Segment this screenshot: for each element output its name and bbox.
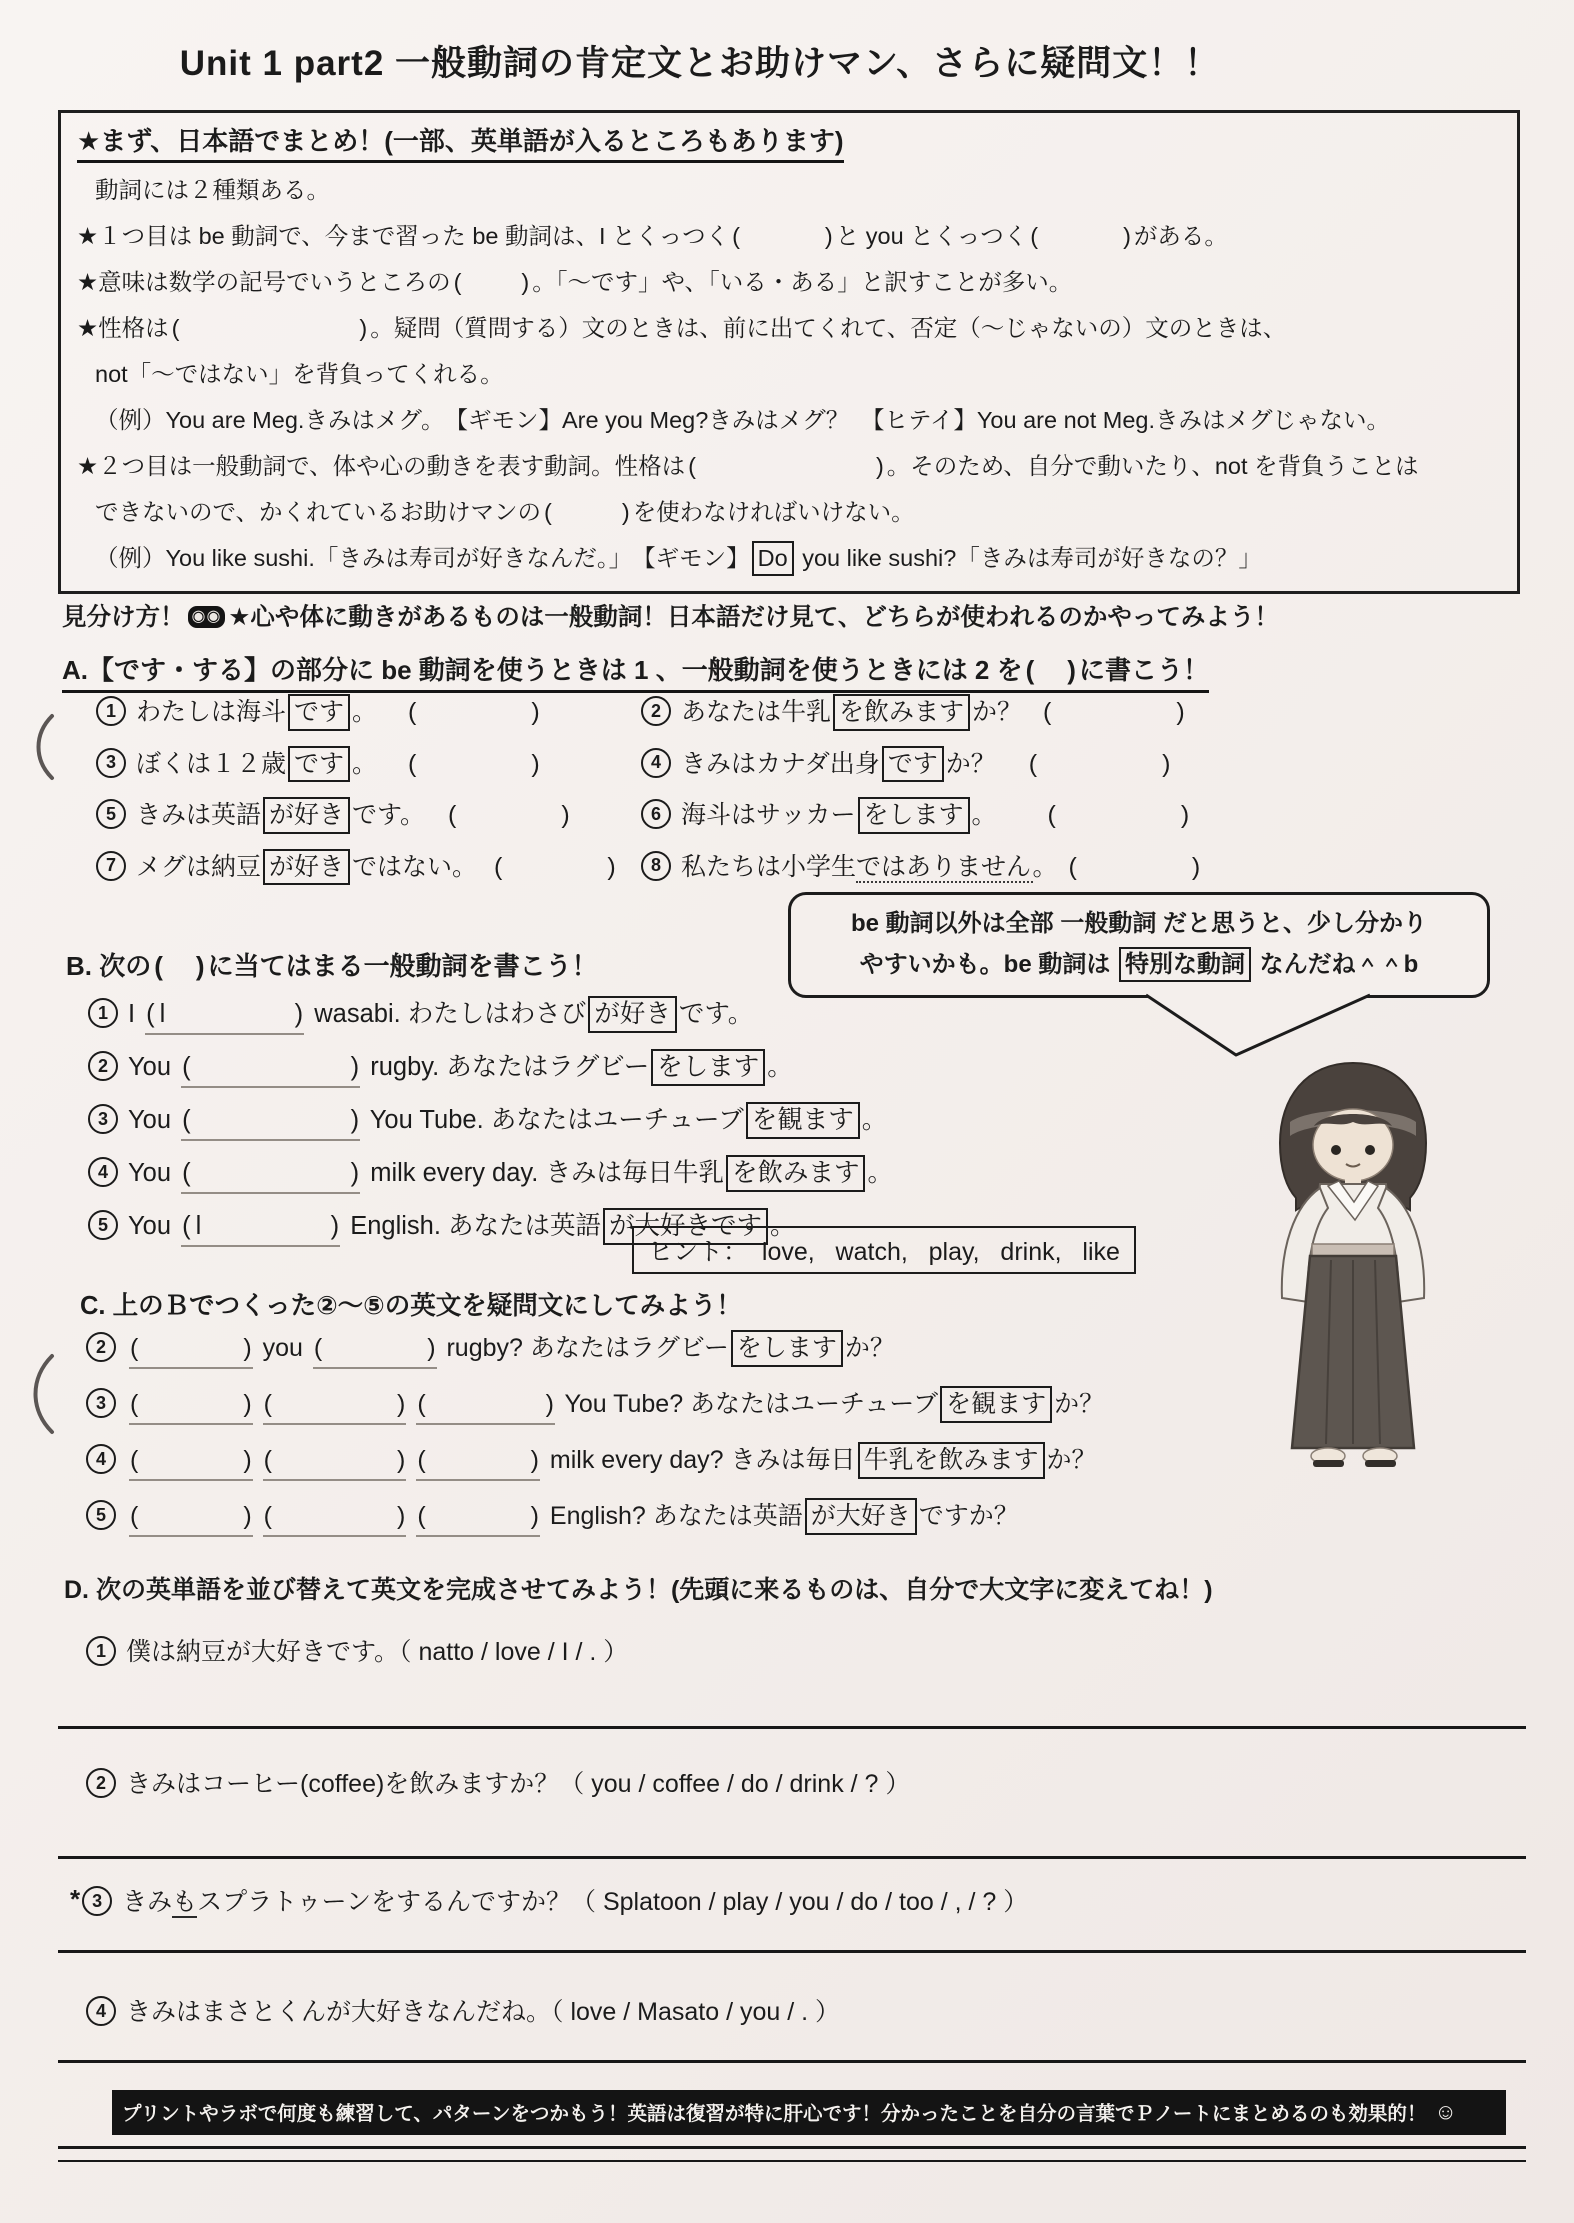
- a-item-4: [641, 746, 1506, 783]
- section-d-header: D. 次の英単語を並び替えて英文を完成させてみよう！(先頭に来るものは、自分で大文字に変えてね！): [64, 1576, 1213, 1604]
- bottom-rule-1: [58, 2146, 1526, 2149]
- b-item-2: [88, 1049, 893, 1088]
- item-text: ( ) ( ) ( ) You Tube? あなたはユーチューブ を観ます か？: [126, 1386, 1104, 1425]
- item-number: 4: [88, 1157, 118, 1187]
- item-text: わたしは海斗 です 。 ( ): [136, 694, 543, 731]
- summary-line: ★２つ目は一般動詞で、体や心の動きを表す動詞。性格は ( ) 。そのため、自分で動いたり、not を背負うことは: [77, 453, 1419, 479]
- page-title: Unit 1 part2 一般動詞の肯定文とお助けマン、さらに疑問文！！: [179, 44, 1221, 83]
- eyes-icon: ◉◉: [188, 606, 226, 628]
- item-number: 2: [86, 1332, 116, 1362]
- item-number: 3: [88, 1104, 118, 1134]
- summary-box: [58, 110, 1520, 594]
- summary-line: ★性格は ( ) 。疑問（質問する）文のときは、前に出てくれて、否定（〜じゃないの）文のときは、: [77, 315, 1287, 341]
- item-number: 1: [96, 696, 126, 726]
- item-number: 5: [96, 799, 126, 829]
- a-item-6: [641, 797, 1506, 834]
- item-text: ( ) ( ) ( ) milk every day? きみは毎日 牛乳を飲みます か？: [126, 1442, 1097, 1481]
- section-c-header: C. 上のＢでつくった②〜⑤の英文を疑問文にしてみよう！: [80, 1292, 742, 1320]
- a-item-7: [96, 849, 641, 886]
- item-text: You ( ) milk every day. きみは毎日牛乳 を飲みます 。: [128, 1155, 893, 1194]
- item-text: 僕は納豆が大好きです。（ natto / love / I / . ）: [126, 1638, 629, 1666]
- pen-mark: [26, 712, 60, 782]
- item-text: ( ) ( ) ( ) English? あなたは英語 が大好き ですか？: [126, 1498, 1019, 1537]
- c-item-3: [86, 1386, 1104, 1425]
- summary-line: できないので、かくれているお助けマンの ( ) を使わなければいけない。: [95, 499, 915, 525]
- c-item-5: [86, 1498, 1104, 1537]
- section-a-header: A.【です・する】の部分に be 動詞を使うときは 1 、一般動詞を使うときには 2 を ( ) に書こう！: [62, 650, 1209, 693]
- hint-box: ヒント： love, watch, play, drink, like: [632, 1226, 1136, 1274]
- section-a-items: [96, 694, 1506, 885]
- item-text: 海斗はサッカー をします 。 ( ): [681, 797, 1192, 834]
- item-number: 7: [96, 851, 126, 881]
- item-number: 1: [88, 998, 118, 1028]
- a-item-2: [641, 694, 1506, 731]
- d-item-4: [86, 1994, 840, 2030]
- summary-line: 動詞には２種類ある。: [95, 177, 330, 203]
- summary-line: （例）You like sushi.「きみは寿司が好きなんだ。」 【ギモン】 Do you like sushi?「きみは寿司が好きなの？」: [77, 535, 1501, 581]
- item-number: 3: [96, 748, 126, 778]
- item-text: きみもスプラトゥーンをするんですか？（ Splatoon / play / you / do / too / , / ? ）: [122, 1888, 1029, 1916]
- item-number: 3: [86, 1388, 116, 1418]
- b-item-1: [88, 996, 893, 1035]
- item-number: 3: [82, 1886, 112, 1916]
- answer-line-3: [58, 1950, 1526, 1953]
- a-item-5: [96, 797, 641, 834]
- c-item-4: [86, 1442, 1104, 1481]
- bottom-rule-2: [58, 2160, 1526, 2162]
- discriminator-pre: 見分け方！: [62, 604, 185, 631]
- item-text: きみはまさとくんが大好きなんだね。（ love / Masato / you / . ）: [126, 1998, 841, 2026]
- item-text: ぼくは１２歳 です 。 ( ): [136, 746, 543, 783]
- d-item-1: [86, 1634, 628, 1670]
- miko-girl-illustration: [1228, 1048, 1478, 1493]
- a-item-1: [96, 694, 641, 731]
- item-number: 6: [641, 799, 671, 829]
- speech-bubble: [788, 892, 1490, 998]
- smiley-icon: ☺: [1434, 2099, 1457, 2124]
- item-number: 4: [86, 1444, 116, 1474]
- summary-line: ★意味は数学の記号でいうところの ( ) 。「〜です」や、「いる・ある」と訳すことが多い。: [77, 269, 1073, 295]
- d-item-3: [70, 1884, 1029, 1920]
- answer-line-4: [58, 2060, 1526, 2063]
- b-item-4: [88, 1155, 893, 1194]
- item-text: You ( ) You Tube. あなたはユーチューブ を観ます 。: [128, 1102, 887, 1141]
- answer-line-1: [58, 1726, 1526, 1729]
- bubble-line: be 動詞以外は全部 一般動詞 だと思うと、少し分かり: [850, 910, 1427, 937]
- item-number: 5: [86, 1500, 116, 1530]
- item-text: I ( l ) wasabi. わたしはわさび が好き です。: [128, 996, 753, 1035]
- a-item-3: [96, 746, 641, 783]
- item-text: You ( ) rugby. あなたはラグビー をします 。: [128, 1049, 793, 1088]
- discriminator-post: ★心や体に動きがあるものは一般動詞！日本語だけ見て、どちらが使われるのかやってみよう！: [228, 604, 1279, 631]
- item-text: メグは納豆 が好き ではない。 ( ): [136, 849, 619, 886]
- item-number: 2: [88, 1051, 118, 1081]
- summary-line: （例）You are Meg.きみはメグ。 【ギモン】Are you Meg?きみはメグ？ 【ヒテイ】You are not Meg.きみはメグじゃない。: [95, 407, 1391, 433]
- asterisk-mark: *: [70, 1884, 81, 1914]
- item-text: あなたは牛乳 を飲みます か？ ( ): [681, 694, 1188, 731]
- b-item-3: [88, 1102, 893, 1141]
- item-number: 4: [641, 748, 671, 778]
- summary-line: not「〜ではない」を背負ってくれる。: [95, 361, 504, 387]
- item-number: 5: [88, 1210, 118, 1240]
- bubble-line: やすいかも。be 動詞は 特別な動詞 なんだね＾＾b: [805, 944, 1473, 985]
- section-b-items: [88, 996, 893, 1261]
- item-text: You ( l ) English. あなたは英語 が大好きです 。: [128, 1208, 796, 1247]
- item-number: 8: [641, 851, 671, 881]
- item-text: きみは英語 が好き です。 ( ): [136, 797, 573, 834]
- item-text: 私たちは小学生ではありません。 ( ): [681, 852, 1201, 881]
- item-number: 2: [641, 696, 671, 726]
- item-text: きみはカナダ出身 です か？ ( ): [681, 746, 1173, 783]
- discriminator-note: [62, 598, 1279, 633]
- item-text: ( ) you ( ) rugby? あなたはラグビー をします か？: [126, 1330, 895, 1369]
- d-item-2: [86, 1766, 910, 1802]
- item-text: きみはコーヒー(coffee)を飲みますか？（ you / coffee / do / drink / ? ）: [126, 1770, 911, 1798]
- a-item-8: [641, 849, 1506, 886]
- summary-line: ★１つ目は be 動詞で、今まで習った be 動詞は、I とくっつく ( ) と you とくっつく ( ) がある。: [77, 223, 1228, 249]
- item-number: 1: [86, 1636, 116, 1666]
- c-item-2: [86, 1330, 1104, 1369]
- item-number: 4: [86, 1996, 116, 2026]
- pen-mark: [22, 1352, 60, 1436]
- summary-header: ★まず、日本語でまとめ！(一部、英単語が入るところもあります): [77, 121, 844, 163]
- answer-line-2: [58, 1856, 1526, 1859]
- footer-text: プリントやラボで何度も練習して、パターンをつかもう！英語は復習が特に肝心です！分かったことを自分の言葉でＰノートにまとめるのも効果的！: [122, 2103, 1427, 2125]
- section-b-header: B. 次の ( ) に当てはまる一般動詞を書こう！: [66, 951, 598, 981]
- footer-banner: [112, 2090, 1506, 2135]
- section-c-items: [86, 1330, 1104, 1554]
- item-number: 2: [86, 1768, 116, 1798]
